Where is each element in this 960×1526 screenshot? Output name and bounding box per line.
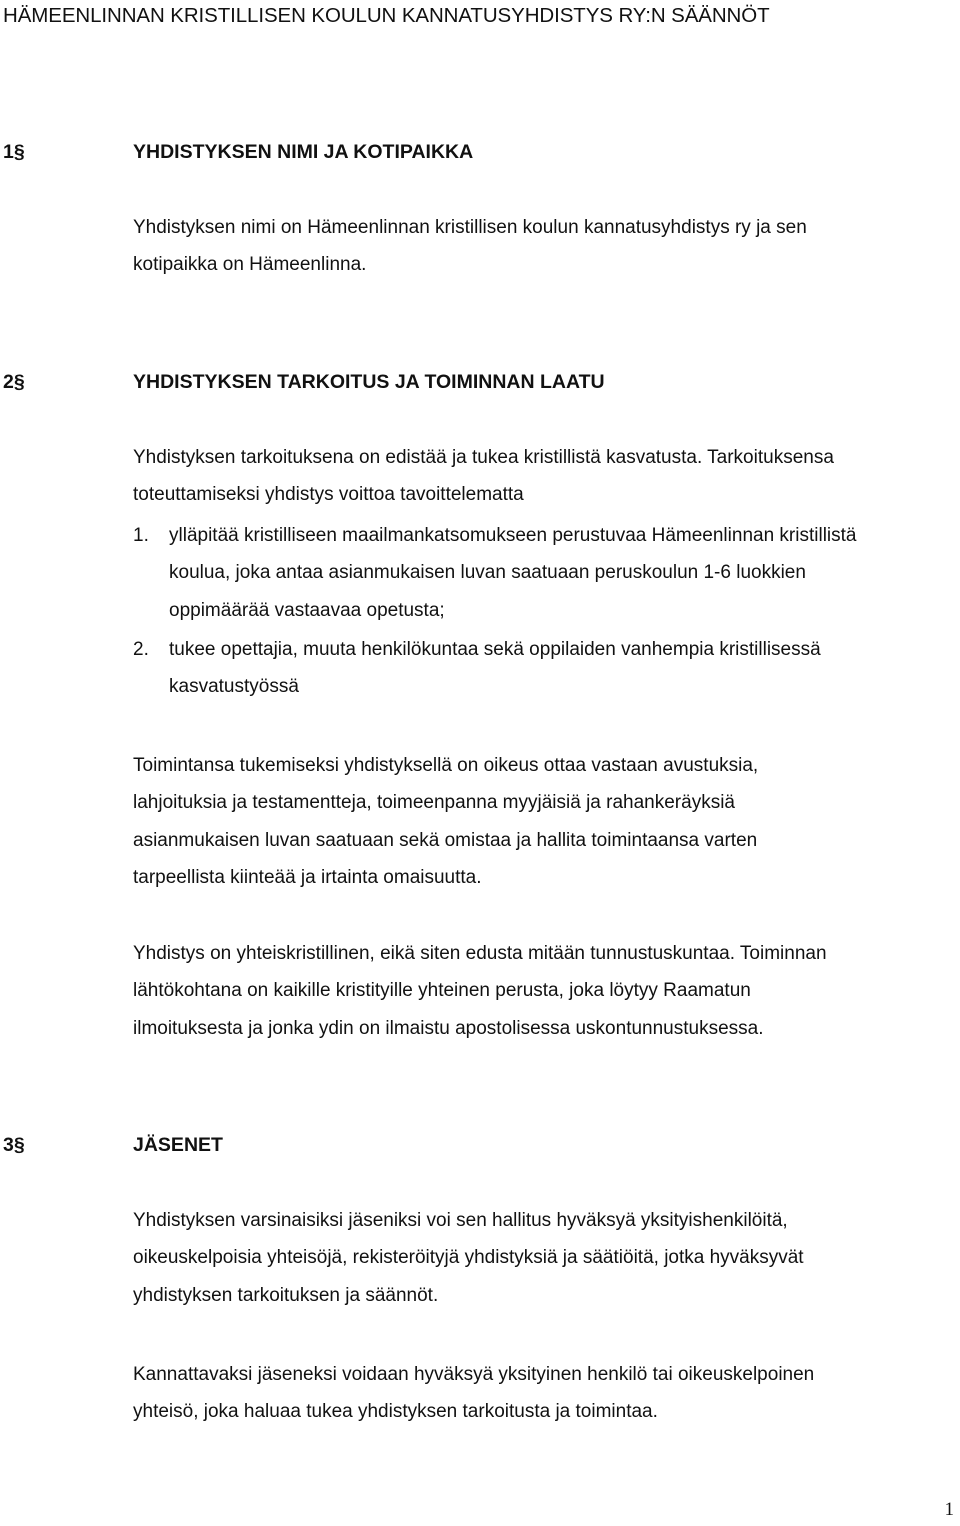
section-2-number: 2§	[3, 371, 25, 393]
section-1-heading: YHDISTYKSEN NIMI JA KOTIPAIKKA	[133, 141, 474, 163]
text-line: kotipaikka on Hämeenlinna.	[133, 254, 367, 276]
text-line: ilmoituksesta ja jonka ydin on ilmaistu apostolisessa uskontunnustuksessa.	[133, 1017, 764, 1039]
text-line: lähtökohtana on kaikille kristityille yhteinen perusta, joka löytyy Raamatun	[133, 980, 751, 1002]
section-2-intro	[133, 439, 834, 514]
list-text	[169, 631, 821, 706]
text-line: yhdistyksen tarkoituksen ja säännöt.	[133, 1284, 439, 1306]
text-line: yhteisö, joka haluaa tukea yhdistyksen tarkoitusta ja toimintaa.	[133, 1401, 658, 1423]
section-1-paragraph	[133, 209, 807, 284]
text-line: Yhdistyksen varsinaisiksi jäseniksi voi sen hallitus hyväksyä yksityishenkilöitä,	[133, 1210, 788, 1231]
text-line: lahjoituksia ja testamentteja, toimeenpanna myyjäisiä ja rahankeräyksiä	[133, 792, 735, 814]
text-line: Toimintansa tukemiseksi yhdistyksellä on oikeus ottaa vastaan avustuksia,	[133, 755, 759, 776]
text-line: Yhdistyksen nimi on Hämeenlinnan kristillisen koulun kannatusyhdistys ry ja sen	[133, 217, 807, 238]
list-text	[169, 517, 856, 629]
section-2-paragraph-1	[133, 747, 758, 896]
section-3-paragraph-2	[133, 1356, 814, 1431]
text-line: Kannattavaksi jäseneksi voidaan hyväksyä yksityinen henkilö tai oikeuskelpoinen	[133, 1364, 815, 1385]
text-line: Yhdistyksen tarkoituksena on edistää ja tukea kristillistä kasvatusta. Tarkoituksensa	[133, 447, 834, 468]
section-3-heading: JÄSENET	[133, 1134, 223, 1156]
text-line: tarpeellista kiinteää ja irtainta omaisuutta.	[133, 866, 482, 888]
list-number: 2.	[133, 639, 149, 660]
section-1-number: 1§	[3, 141, 25, 163]
text-line: oikeuskelpoisia yhteisöjä, rekisteröityjä yhdistyksiä ja säätiöitä, jotka hyväksyvät	[133, 1247, 804, 1269]
text-line: Yhdistys on yhteiskristillinen, eikä siten edusta mitään tunnustuskuntaa. Toiminnan	[133, 943, 827, 964]
section-3-paragraph-1	[133, 1202, 804, 1314]
text-line: ylläpitää kristilliseen maailmankatsomukseen perustuvaa Hämeenlinnan kristillistä	[169, 525, 857, 546]
text-line: koulua, joka antaa asianmukaisen luvan saatuaan peruskoulun 1-6 luokkien	[169, 562, 806, 584]
section-3-number: 3§	[3, 1134, 25, 1156]
section-2-heading: YHDISTYKSEN TARKOITUS JA TOIMINNAN LAATU	[133, 371, 605, 393]
document-title: HÄMEENLINNAN KRISTILLISEN KOULUN KANNATUSYHDISTYS RY:N SÄÄNNÖT	[3, 4, 770, 27]
text-line: kasvatustyössä	[169, 676, 299, 698]
section-2-paragraph-2	[133, 935, 827, 1047]
page-number: 1	[944, 1499, 954, 1520]
text-line: oppimäärää vastaavaa opetusta;	[169, 599, 445, 621]
text-line: toteuttamiseksi yhdistys voittoa tavoittelematta	[133, 484, 524, 506]
text-line: asianmukaisen luvan saatuaan sekä omistaa ja hallita toimintaansa varten	[133, 829, 758, 851]
text-line: tukee opettajia, muuta henkilökuntaa sekä oppilaiden vanhempia kristillisessä	[169, 639, 821, 660]
list-number: 1.	[133, 525, 149, 546]
